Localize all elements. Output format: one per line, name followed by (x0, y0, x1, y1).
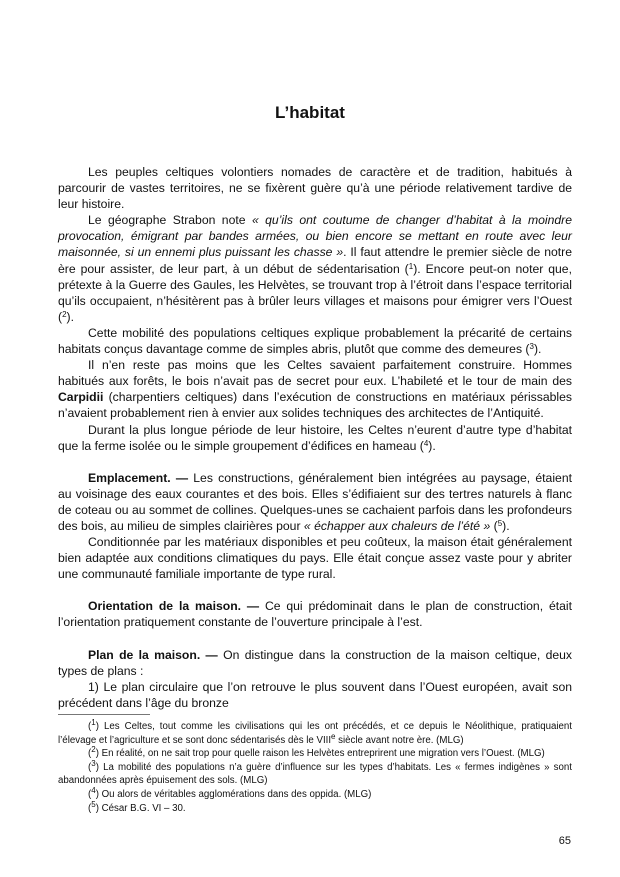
section-heading-orientation: Orientation de la maison. — (88, 599, 260, 614)
footnote-number: 1 (91, 718, 96, 727)
text-run: (charpentiers celtiques) dans l’exécution de constructions en matériaux périssables n’avaient probablement rien à envier aux solides techniques des architectes de l’Antiquité. (58, 390, 572, 421)
text-run: ( (490, 518, 498, 533)
paragraph-plan-item-1 (58, 679, 572, 711)
text-run: Les constructions, généralement bien intégrées au paysage, étaient au voisinage des eaux courantes et des bois. Elles s’édifiaient sur des tertres naturels à flanc de coteau ou au sommet de collines. Quelques-unes se cachaient parfois dans les profondeurs des bois, au milieu de simples clairières pour (58, 470, 572, 533)
footnote-number: 4 (91, 785, 96, 795)
footnote-ref-5: 5 (497, 518, 503, 528)
section-heading-plan: Plan de la maison. — (88, 647, 218, 662)
text-run: 1) Le plan circulaire que l’on retrouve le plus souvent dans l’Ouest européen, avait son précédent dans l’âge du bronze (58, 679, 572, 710)
ordinal-suffix: e (331, 731, 336, 741)
text-run: ). Encore peut-on noter que, prétexte à la Guerre des Gaules, les Helvètes, se trouvant trop à l’étroit dans l’espace territorial qu’ils occupaient, n’hésitèrent pas à brûler leurs villages et maisons pour émigrer vers l’Ouest ( (58, 261, 572, 324)
footnote-number: 5 (91, 799, 96, 809)
text-run: On distingue dans la construction de la maison celtique, deux types de plans : (58, 647, 572, 678)
paragraph-intro-1 (58, 164, 572, 212)
footnote-ref-4: 4 (423, 438, 429, 448)
footnote-text: siècle avant notre ère. (MLG) (335, 734, 464, 746)
page-number: 65 (558, 835, 571, 847)
main-text (58, 164, 572, 711)
page-title: L’habitat (275, 103, 345, 122)
text-run: Il n’en reste pas moins que les Celtes savaient parfaitement construire. Hommes habitués aux forêts, le bois n’avait pas de secret pour eux. L’habileté et le tour de main des (58, 358, 572, 389)
text-run: ). (66, 309, 74, 324)
carpidii-term: Carpidii (58, 390, 104, 405)
text-run: Le géographe Strabon note (88, 213, 252, 228)
paragraph-orientation (58, 598, 572, 630)
footnote-text: Ou alors de véritables agglomérations dans des oppida. (MLG) (98, 788, 372, 800)
text-run: Ce qui prédominait dans le plan de construction, était l’orientation pratiquement constante de l’ouverture principale à l’est. (58, 599, 572, 630)
footnote-text: En réalité, on ne sait trop pour quelle raison les Helvètes entreprirent une migration vers l’Ouest. (MLG) (98, 748, 545, 760)
paragraph-plan (58, 647, 572, 679)
text-run: . Il faut attendre le premier siècle de notre ère pour assister, de leur part, à un début de sédentarisation ( (58, 245, 572, 276)
text-run: ). (533, 342, 542, 357)
text-run: Durant la plus longue période de leur histoire, les Celtes n’eurent d’autre type d’habitat que la ferme isolée ou le simple groupement d’édifices en hameau ( (58, 422, 572, 453)
footnote-text: La mobilité des populations n’a guère d’influence sur les types d’habitats. Les « fermes indigènes » sont abandonnées après épuisement des sols. (MLG) (58, 761, 572, 787)
paragraph-intro-2 (58, 212, 572, 325)
footnotes (58, 720, 572, 815)
footnote-number: 2 (91, 745, 96, 755)
section-gap (58, 582, 572, 598)
footnote-text: César B.G. VI – 30. (98, 802, 186, 814)
ete-quote: « échapper aux chaleurs de l’été » (303, 518, 491, 533)
text-run: Les peuples celtiques volontiers nomades de caractère et de tradition, habitués à parcourir de vastes territoires, ne se fixèrent guère qu’à une période relativement tardive de leur histoire. (58, 165, 572, 212)
text-run: Conditionnée par les matériaux disponibles et peu coûteux, la maison était généralement bien adaptée aux conditions climatiques du pays. Elle était conçue assez vaste pour y abriter une communauté familiale importante de type rural. (58, 535, 572, 582)
paragraph-intro-5 (58, 422, 572, 454)
footnote-ref-1: 1 (408, 261, 414, 271)
footnote-1: ($^1$) Les Celtes, tout comme les civilisations qui les ont précédés, et ce depuis le Néolithique, pratiquaient l’élevage et l’agriculture et se sont donc sédentarisés dès le VIIIe siècle avant notre ère. (MLG) (58, 718, 572, 746)
footnote-ref-3: 3 (529, 342, 534, 352)
footnote-3: ($^3$) La mobilité des populations n’a guère d’influence sur les types d’habitats. Les « fermes indigènes » sont abandonnées après épuisement des sols. (MLG) (58, 758, 572, 787)
footnote-text: Les Celtes, tout comme les civilisations qui les ont précédés, et ce depuis le Néolithique, pratiquaient l’élevage et l’agriculture et se sont donc sédentarisés dès le VIII (58, 721, 572, 746)
text-run: ). (428, 438, 436, 453)
text-run: ). (502, 518, 510, 533)
paragraph-emplacement-2 (58, 534, 572, 582)
footnote-4: ($^4$) Ou alors de véritables agglomérations dans des oppida. (MLG) (88, 785, 372, 800)
footnote-number: 3 (91, 758, 96, 768)
paragraph-emplacement-1 (58, 470, 572, 534)
section-gap (58, 631, 572, 647)
paragraph-intro-3 (58, 325, 572, 357)
section-gap (58, 454, 572, 470)
paragraph-intro-4 (58, 357, 572, 421)
footnote-separator (58, 714, 150, 715)
footnote-ref-2: 2 (62, 309, 67, 319)
text-run: Cette mobilité des populations celtiques explique probablement la précarité de certains habitats conçus davantage comme de simples abris, plutôt que comme des demeures ( (58, 325, 572, 357)
strabon-quote: « qu’ils ont coutume de changer d’habitat à la moindre provocation, émigrant par bandes armées, ou bien encore se mettant en route avec leur maisonnée, si un ennemi plus puissant les chasse » (58, 213, 572, 260)
footnote-5: ($^5$) César B.G. VI – 30. (88, 799, 186, 814)
section-heading-emplacement: Emplacement. — (88, 470, 189, 485)
footnote-2: ($^2$) En réalité, on ne sait trop pour quelle raison les Helvètes entreprirent une migration vers l’Ouest. (MLG) (88, 745, 545, 760)
